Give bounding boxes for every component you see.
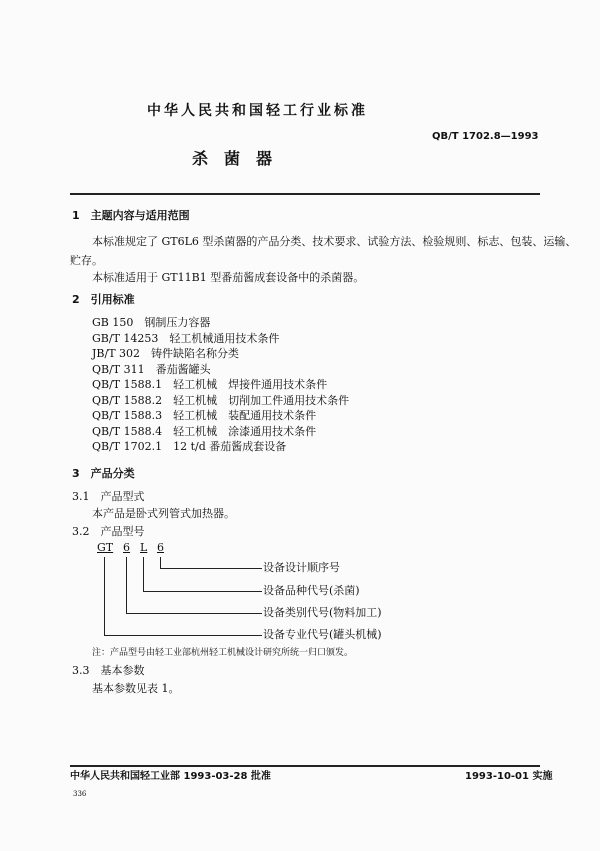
model-part: 6 <box>157 541 164 554</box>
paragraph: 本标准适用于 GT11B1 型番茄酱成套设备中的杀菌器。 <box>92 271 365 284</box>
model-label: 设备类别代号(物料加工) <box>263 606 382 619</box>
diagram-line <box>104 635 262 636</box>
issuing-org: 中华人民共和国轻工行业标准 <box>147 103 368 119</box>
ref-item: QB/T 311 番茄酱罐头 <box>92 362 211 376</box>
page-number: 336 <box>73 790 87 798</box>
subsection-heading: 3.3 基本参数 <box>72 664 145 677</box>
diagram-line <box>143 557 144 592</box>
ref-item: GB/T 14253 轻工机械通用技术条件 <box>92 331 280 345</box>
ref-item: QB/T 1702.1 12 t/d 番茄酱成套设备 <box>92 440 287 453</box>
effective-date: 1993-10-01 实施 <box>465 771 553 782</box>
standard-code: QB/T 1702.8—1993 <box>432 131 539 142</box>
paragraph: 本标准规定了 GT6L6 型杀菌器的产品分类、技术要求、试验方法、检验规则、标志、包装、运输、 <box>92 235 577 248</box>
diagram-line <box>104 557 105 636</box>
document-title: 杀 菌 器 <box>192 149 273 168</box>
paragraph: 贮存。 <box>70 254 103 267</box>
footer-rule <box>70 765 540 767</box>
model-part: L <box>140 541 148 554</box>
ref-item: JB/T 302 铸件缺陷名称分类 <box>92 347 240 360</box>
ref-item: GB 150 钢制压力容器 <box>92 316 211 329</box>
diagram-line <box>126 613 262 614</box>
diagram-line <box>126 557 127 614</box>
approval-date: 中华人民共和国轻工业部 1993-03-28 批准 <box>70 771 271 782</box>
model-part: GT <box>97 541 114 554</box>
note: 注：产品型号由轻工业部杭州轻工机械设计研究所统一归口颁发。 <box>92 648 354 658</box>
section-2-heading: 2 引用标准 <box>72 293 135 306</box>
model-label: 设备设计顺序号 <box>263 561 340 574</box>
section-3-heading: 3 产品分类 <box>72 467 135 480</box>
subsection-heading: 3.2 产品型号 <box>72 525 145 538</box>
diagram-line <box>160 568 262 569</box>
section-1-heading: 1 主题内容与适用范围 <box>72 209 190 222</box>
ref-item: QB/T 1588.1 轻工机械 焊接件通用技术条件 <box>92 378 328 391</box>
model-part: 6 <box>123 541 130 554</box>
ref-item: QB/T 1588.4 轻工机械 涂漆通用技术条件 <box>92 424 317 438</box>
model-label: 设备品种代号(杀菌) <box>263 584 360 597</box>
paragraph: 本产品是卧式列管式加热器。 <box>92 507 235 520</box>
paragraph: 基本参数见表 1。 <box>92 682 180 695</box>
subsection-heading: 3.1 产品型式 <box>72 490 145 503</box>
ref-item: QB/T 1588.3 轻工机械 装配通用技术条件 <box>92 409 317 422</box>
model-label: 设备专业代号(罐头机械) <box>263 628 382 641</box>
diagram-line <box>143 591 262 592</box>
header-rule <box>70 193 540 195</box>
ref-item: QB/T 1588.2 轻工机械 切削加工件通用技术条件 <box>92 393 350 407</box>
